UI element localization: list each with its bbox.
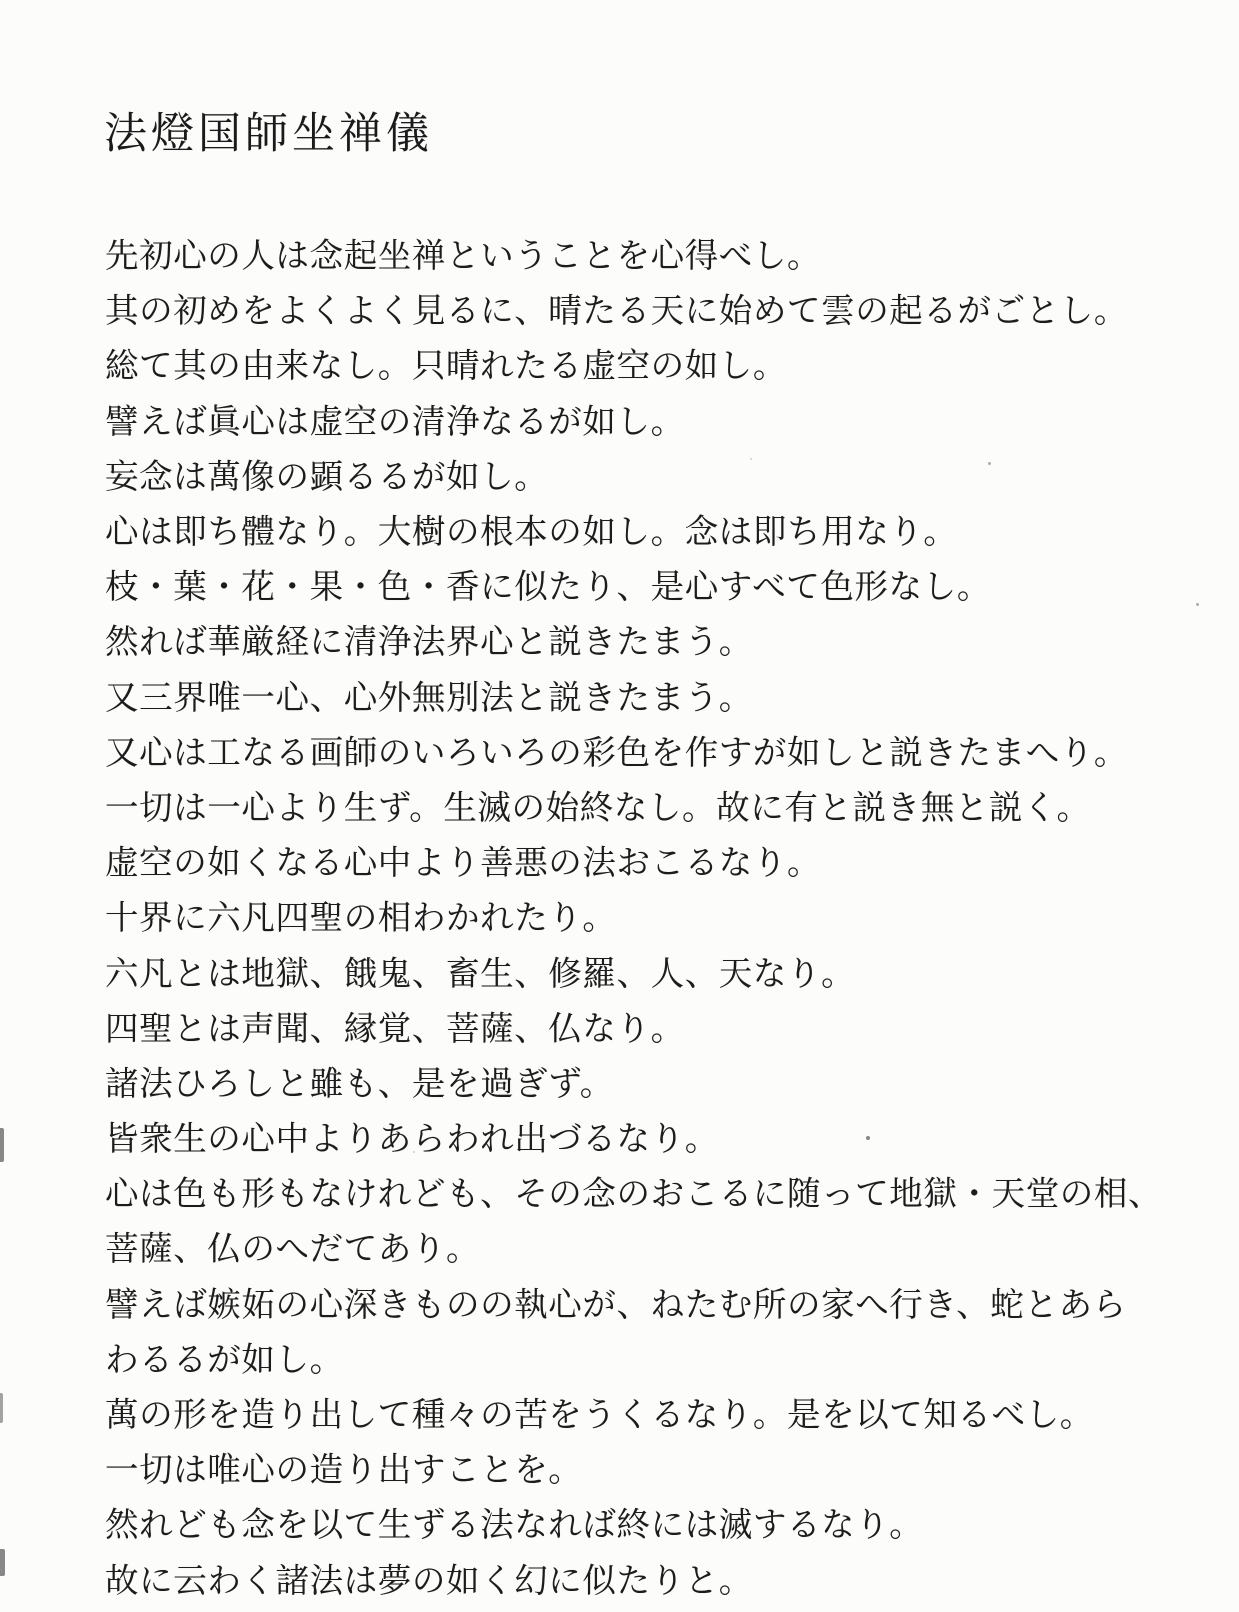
text-line: 枝・葉・花・果・色・香に似たり、是心すべて色形なし。: [105, 569, 991, 607]
text-line: 一切は唯心の造り出すことを。: [105, 1452, 583, 1490]
scan-speck: [866, 1136, 870, 1140]
text-line: 然れども念を以て生ずる法なれば終には滅するなり。: [105, 1507, 924, 1545]
scan-artifact: [0, 1393, 3, 1423]
text-line: 故に云わく諸法は夢の如く幻に似たりと。: [105, 1562, 753, 1600]
scan-artifact: [0, 1549, 5, 1576]
scan-speck: [750, 458, 752, 460]
scan-speck: [988, 462, 991, 465]
text-line: 諸法ひろしと雖も、是を過ぎず。: [105, 1065, 614, 1103]
scan-speck: [1196, 603, 1199, 606]
text-line: 六凡とは地獄、餓鬼、畜生、修羅、人、天なり。: [105, 955, 856, 993]
text-line: 妄念は萬像の顕るるが如し。: [105, 458, 549, 496]
scan-speck: [413, 1151, 415, 1153]
text-line: 皆衆生の心中よりあらわれ出づるなり。: [105, 1121, 719, 1159]
text-line: 一切は一心より生ず。生滅の始終なし。故に有と説き無と説く。: [105, 789, 1091, 827]
text-line: 然れば華厳経に清浄法界心と説きたまう。: [105, 624, 753, 662]
text-line: 譬えば眞心は虚空の清浄なるが如し。: [105, 403, 685, 441]
text-line: 又心は工なる画師のいろいろの彩色を作すが如しと説きたまへり。: [105, 734, 1128, 772]
text-line: 先初心の人は念起坐禅ということを心得べし。: [105, 238, 822, 276]
text-line: 十界に六凡四聖の相わかれたり。: [105, 900, 617, 938]
text-line: 又三界唯一心、心外無別法と説きたまう。: [105, 679, 753, 717]
text-line: 萬の形を造り出して種々の苦をうくるなり。是を以て知るべし。: [105, 1397, 1094, 1435]
text-line: わるるが如し。: [105, 1341, 344, 1379]
text-line: 四聖とは声聞、縁覚、菩薩、仏なり。: [105, 1010, 685, 1048]
text-line: 其の初めをよくよく見るに、晴たる天に始めて雲の起るがごとし。: [105, 293, 1128, 331]
scan-artifact: [0, 1128, 4, 1162]
text-line: 総て其の由来なし。只晴れたる虚空の如し。: [105, 348, 787, 386]
document-title: 法燈国師坐禅儀: [104, 111, 433, 158]
text-line: 虚空の如くなる心中より善悪の法おこるなり。: [105, 845, 822, 883]
text-line: 心は即ち體なり。大樹の根本の如し。念は即ち用なり。: [105, 514, 958, 552]
text-line: 譬えば嫉妬の心深きものの執心が、ねたむ所の家へ行き、蛇とあら: [105, 1286, 1127, 1324]
text-line: 菩薩、仏のへだてあり。: [105, 1231, 481, 1269]
text-lines: [105, 225, 1199, 1605]
text-line: 心は色も形もなけれども、その念のおこるに随って地獄・天堂の相、: [105, 1176, 1163, 1214]
